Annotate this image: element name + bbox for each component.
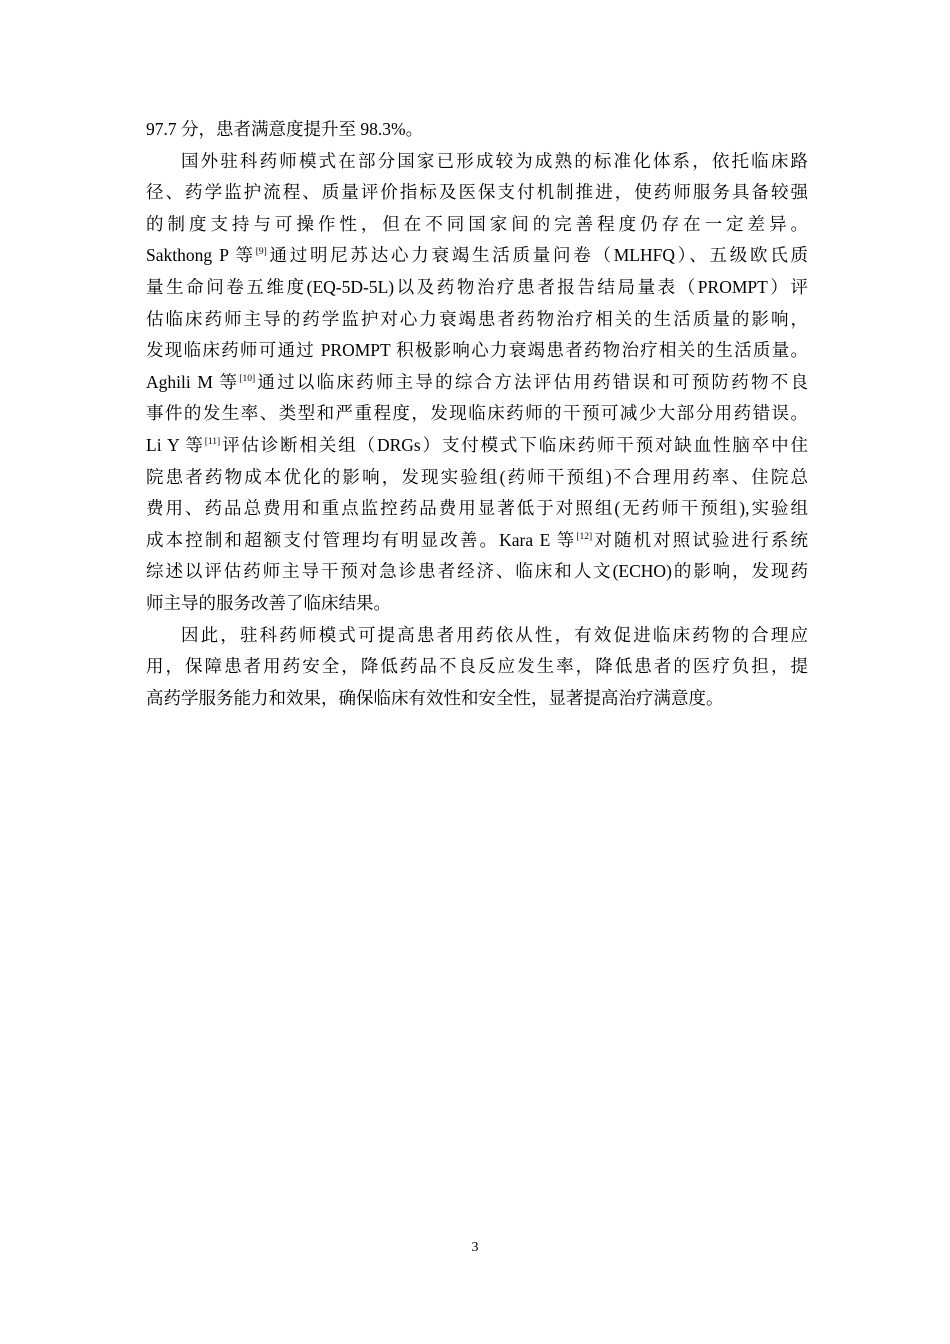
text-segment: 成本控制和超额支付管理均有明显改善。Kara E 等 bbox=[146, 529, 577, 550]
text-line bbox=[146, 114, 808, 146]
text-segment: Li Y 等 bbox=[146, 434, 205, 455]
text-segment: 综述以评估药师主导干预对急诊患者经济、临床和人文(ECHO)的影响，发现药 bbox=[146, 561, 808, 582]
text-line bbox=[146, 146, 808, 178]
text-line bbox=[146, 177, 808, 209]
body-text bbox=[146, 114, 808, 714]
text-line bbox=[146, 651, 808, 683]
text-line bbox=[146, 272, 808, 304]
text-segment: 发现临床药师可通过 PROMPT 积极影响心力衰竭患者药物治疗相关的生活质量。 bbox=[146, 340, 808, 361]
text-line bbox=[146, 556, 808, 588]
page-number: 3 bbox=[471, 1240, 479, 1255]
text-segment: 对随机对照试验进行系统 bbox=[592, 529, 808, 550]
text-line bbox=[146, 462, 808, 494]
citation-reference: [12] bbox=[576, 531, 593, 542]
text-line bbox=[146, 240, 808, 272]
text-segment: 径、药学监护流程、质量评价指标及医保支付机制推进，使药师服务具备较强 bbox=[146, 182, 808, 203]
text-segment: 事件的发生率、类型和严重程度，发现临床药师的干预可减少大部分用药错误。 bbox=[146, 403, 808, 424]
citation-reference: [10] bbox=[239, 373, 256, 384]
text-segment: Aghili M 等 bbox=[146, 371, 240, 392]
text-line bbox=[146, 335, 808, 367]
text-segment: 院患者药物成本优化的影响，发现实验组(药师干预组)不合理用药率、住院总 bbox=[146, 466, 808, 487]
text-line bbox=[146, 620, 808, 652]
citation-reference: [11] bbox=[204, 436, 221, 447]
text-segment: 通过以临床药师主导的综合方法评估用药错误和可预防药物不良 bbox=[255, 371, 808, 392]
text-line bbox=[146, 430, 808, 462]
citation-reference: [9] bbox=[255, 247, 267, 258]
text-line bbox=[146, 209, 808, 241]
text-segment: Sakthong P 等 bbox=[146, 245, 256, 266]
text-segment: 估临床药师主导的药学监护对心力衰竭患者药物治疗相关的生活质量的影响， bbox=[146, 308, 808, 329]
text-segment: 97.7 分，患者满意度提升至 98.3%。 bbox=[146, 119, 424, 139]
text-segment: 量生命问卷五维度(EQ-5D-5L)以及药物治疗患者报告结局量表（PROMPT）评 bbox=[146, 276, 808, 297]
text-line bbox=[146, 367, 808, 399]
text-line bbox=[146, 304, 808, 336]
text-segment: 的制度支持与可操作性，但在不同国家间的完善程度仍存在一定差异。 bbox=[146, 213, 808, 234]
text-segment: 师主导的服务改善了临床结果。 bbox=[146, 592, 391, 613]
text-line bbox=[146, 493, 808, 525]
text-segment: 高药学服务能力和效果，确保临床有效性和安全性，显著提高治疗满意度。 bbox=[146, 687, 724, 708]
text-segment: 费用、药品总费用和重点监控药品费用显著低于对照组(无药师干预组),实验组 bbox=[146, 498, 808, 519]
text-segment: 通过明尼苏达心力衰竭生活质量问卷（MLHFQ）、五级欧氏质 bbox=[266, 245, 808, 266]
text-line bbox=[146, 525, 808, 557]
text-line bbox=[146, 683, 808, 715]
text-line bbox=[146, 398, 808, 430]
text-line bbox=[146, 588, 808, 620]
text-segment: 因此，驻科药师模式可提高患者用药依从性，有效促进临床药物的合理应 bbox=[181, 624, 808, 645]
text-segment: 用，保障患者用药安全，降低药品不良反应发生率，降低患者的医疗负担，提 bbox=[146, 656, 808, 677]
text-segment: 评估诊断相关组（DRGs）支付模式下临床药师干预对缺血性脑卒中住 bbox=[220, 434, 808, 455]
text-segment: 国外驻科药师模式在部分国家已形成较为成熟的标准化体系，依托临床路 bbox=[181, 150, 808, 171]
